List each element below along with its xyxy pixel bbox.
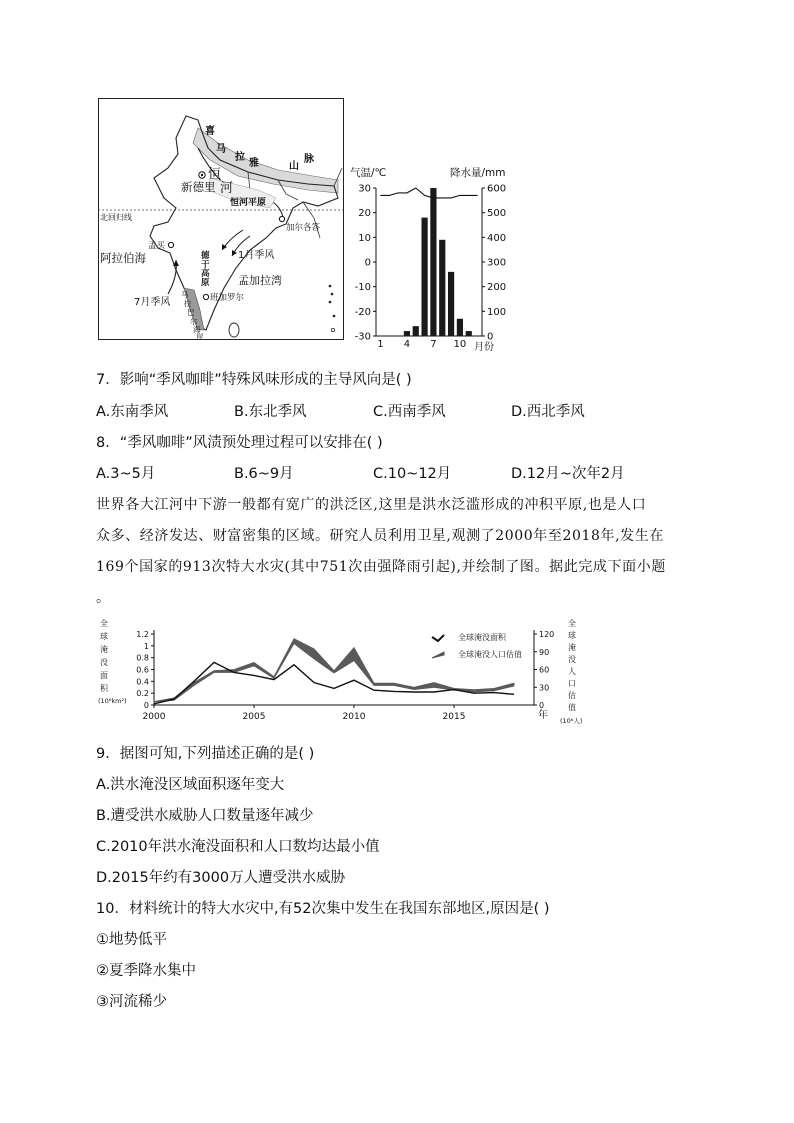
q7-option-b[interactable]: B.东北季风 [234, 404, 307, 420]
flood-right-label-8: 值 [568, 703, 576, 712]
flood-right-tick-label: 30 [539, 683, 550, 693]
flood-x-axis-label: 年 [538, 710, 548, 721]
climate-x-tick-label: 10 [453, 339, 467, 350]
q10-option-2[interactable]: ②夏季降水集中 [96, 963, 196, 979]
island [329, 301, 332, 304]
q7-option-d[interactable]: D.西北季风 [511, 404, 585, 420]
flood-left-tick-label: 1 [143, 641, 149, 651]
legend-area-swatch [432, 635, 444, 641]
label-himalaya-5: 山 [289, 161, 299, 172]
flood-right-tick-label: 0 [539, 701, 545, 710]
precipitation-bar [466, 331, 472, 336]
flood-x-tick-label: 2000 [142, 712, 166, 722]
flood-right-label-3: 淹 [568, 643, 576, 652]
passage-line-1: 世界各大江河中下游一般都有宽广的洪泛区,这里是洪水泛滥形成的冲积平原,也是人口 [96, 497, 647, 513]
climate-x-tick-label: 4 [403, 339, 411, 350]
flood-right-label-2: 球 [568, 631, 576, 640]
flood-left-label-6: 积 [100, 684, 108, 693]
population-band [154, 639, 514, 702]
climate-right-tick-label: 200 [487, 282, 507, 294]
label-bay-of-bengal: 孟加拉湾 [238, 274, 282, 287]
climate-x-axis-label: 月份 [474, 342, 494, 353]
label-himalaya-2: 马 [216, 144, 226, 155]
kolkata-marker [279, 216, 284, 221]
legend-area-label: 全球淹没面积 [458, 633, 506, 642]
bangalore-marker [203, 294, 208, 299]
climate-x-tick-label: 1 [377, 339, 384, 350]
climate-left-tick-label: 30 [358, 183, 371, 195]
label-himalaya-1: 喜 [205, 126, 215, 137]
flood-right-tick-label: 60 [539, 665, 550, 675]
flood-x-tick-label: 2005 [242, 712, 266, 722]
question-8-stem: 8．“季风咖啡”风渍预处理过程可以安排在( ) [96, 435, 383, 451]
label-deccan-1: 德 [201, 251, 210, 261]
climate-left-tick-label: 10 [358, 232, 371, 244]
question-10-stem: 10．材料统计的特大水灾中,有52次集中发生在我国东部地区,原因是( ) [96, 901, 550, 917]
flood-left-label-1: 全 [100, 619, 108, 628]
flood-right-tick-label: 90 [539, 647, 550, 657]
q8-option-c[interactable]: C.10~12月 [373, 466, 452, 482]
label-malabar-4: 尔 [190, 317, 198, 326]
precipitation-bar [404, 331, 410, 336]
climate-left-tick-label: 20 [358, 208, 371, 220]
flood-left-tick-label: 0.2 [136, 689, 149, 699]
label-malabar-3: 巴 [187, 308, 195, 317]
legend-population-swatch [432, 652, 444, 658]
flood-right-tick-label: 120 [539, 630, 555, 639]
q9-option-c[interactable]: C.2010年洪水淹没面积和人口数均达最小值 [96, 839, 380, 855]
flood-legend [432, 632, 522, 659]
label-mumbai: 孟买 [148, 241, 166, 251]
flood-right-unit: (10⁶人) [560, 717, 583, 725]
label-deccan-3: 高 [201, 269, 210, 279]
precipitation-bar [448, 272, 454, 336]
label-jan-monsoon: 1月季风 [238, 250, 275, 261]
legend-population-label: 全球淹没人口估值 [458, 650, 522, 659]
precipitation-bar [413, 326, 419, 336]
q7-option-a[interactable]: A.东南季风 [96, 404, 169, 420]
flood-left-tick-label: 0 [143, 701, 149, 710]
island [331, 293, 334, 296]
question-9-stem: 9．据图可知,下列描述正确的是( ) [96, 746, 315, 762]
q8-option-b[interactable]: B.6~9月 [234, 466, 294, 482]
flood-right-label-1: 全 [568, 619, 576, 628]
climate-left-tick-label: -20 [354, 306, 371, 318]
flood-left-tick-label: 1.2 [136, 630, 149, 639]
climate-plot [355, 184, 506, 351]
q10-option-1[interactable]: ①地势低平 [96, 932, 167, 948]
passage-line-4: 。 [96, 590, 111, 606]
label-arabian-sea: 阿拉伯海 [100, 251, 146, 265]
flood-x-tick-label: 2015 [442, 712, 466, 722]
passage-line-3: 169个国家的913次特大水灾(其中751次由强降雨引起),并绘制了图。据此完成下面小题 [96, 559, 666, 575]
flood-plot [136, 630, 554, 722]
q10-option-3[interactable]: ③河流稀少 [96, 994, 167, 1010]
label-ganges-1: 恒 [208, 167, 222, 182]
q9-option-a[interactable]: A.洪水淹没区域面积逐年变大 [96, 777, 285, 793]
climate-right-axis-label: 降水量/mm [450, 167, 506, 179]
label-deccan-2: 干 [201, 260, 210, 270]
flood-x-tick-label: 2010 [342, 712, 366, 722]
flood-right-label-6: 口 [568, 679, 576, 688]
label-jul-monsoon: 7月季风 [134, 297, 171, 308]
temperature-line [380, 188, 477, 198]
label-malabar-5: 海 [193, 325, 201, 334]
island [333, 315, 336, 318]
label-malabar-6: 岸 [196, 332, 204, 341]
area-line [154, 662, 514, 703]
label-kolkata: 加尔各答 [286, 223, 321, 233]
label-bangalore: 班加罗尔 [210, 293, 245, 303]
climate-left-axis-label: 气温/℃ [350, 167, 387, 179]
material-passage [96, 490, 700, 614]
climate-right-tick-label: 400 [487, 232, 507, 244]
new-delhi-marker-dot [201, 174, 203, 176]
label-gangetic-plain: 恒河平原 [230, 198, 267, 208]
label-malabar-2: 拉 [184, 299, 192, 308]
climate-chart [346, 162, 507, 354]
climate-left-tick-label: -10 [354, 282, 371, 294]
mumbai-marker [168, 242, 173, 247]
flood-right-label-4: 没 [568, 655, 576, 664]
passage-line-2: 众多、经济发达、财富密集的区域。研究人员利用卫星,观测了2000年至2018年,发生在 [96, 528, 664, 544]
precipitation-bar [421, 218, 427, 336]
flood-left-label-3: 淹 [100, 645, 108, 654]
q8-option-a[interactable]: A.3~5月 [96, 466, 156, 482]
climate-right-tick-label: 500 [487, 208, 507, 220]
precipitation-bar [439, 240, 445, 336]
climate-right-tick-label: 0 [487, 331, 494, 343]
flood-left-label-5: 面 [100, 671, 108, 680]
label-himalaya-6: 脉 [304, 154, 314, 165]
flood-right-label-5: 人 [568, 667, 576, 676]
label-ganges-2: 河 [220, 181, 234, 196]
label-himalaya-3: 拉 [235, 152, 245, 163]
flood-left-label-2: 球 [100, 632, 108, 641]
climate-x-tick-label: 7 [430, 339, 437, 350]
q7-option-c[interactable]: C.西南季风 [373, 404, 446, 420]
flood-right-label-7: 估 [568, 691, 576, 700]
island [329, 285, 332, 288]
climate-left-tick-label: 0 [364, 257, 371, 269]
flood-left-tick-label: 0.8 [136, 653, 149, 663]
precipitation-bar [457, 319, 463, 336]
flood-left-tick-label: 0.4 [136, 677, 149, 687]
flood-left-label-4: 没 [100, 658, 108, 667]
q9-option-b[interactable]: B.遭受洪水威胁人口数量逐年减少 [96, 808, 314, 824]
label-himalaya-4: 雅 [249, 158, 259, 169]
label-new-delhi: 新德里 [181, 180, 216, 194]
label-deccan-4: 原 [201, 278, 210, 288]
label-malabar-1: 马 [181, 290, 189, 299]
climate-right-tick-label: 600 [487, 183, 507, 195]
question-7-stem: 7．影响“季风咖啡”特殊风味形成的主导风向是( ) [96, 372, 412, 388]
flood-left-tick-label: 0.6 [136, 665, 149, 675]
india-map [98, 98, 344, 340]
flood-left-unit: (10⁶km²) [98, 697, 127, 705]
q9-option-d[interactable]: D.2015年约有3000万人遭受洪水威胁 [96, 870, 346, 886]
label-tropic: 北回归线 [100, 213, 132, 222]
climate-left-tick-label: -30 [354, 331, 371, 343]
climate-right-tick-label: 300 [487, 257, 507, 269]
flood-chart [98, 614, 592, 732]
precipitation-bar [430, 188, 436, 336]
q8-option-d[interactable]: D.12月~次年2月 [511, 466, 625, 482]
climate-right-tick-label: 100 [487, 306, 507, 318]
